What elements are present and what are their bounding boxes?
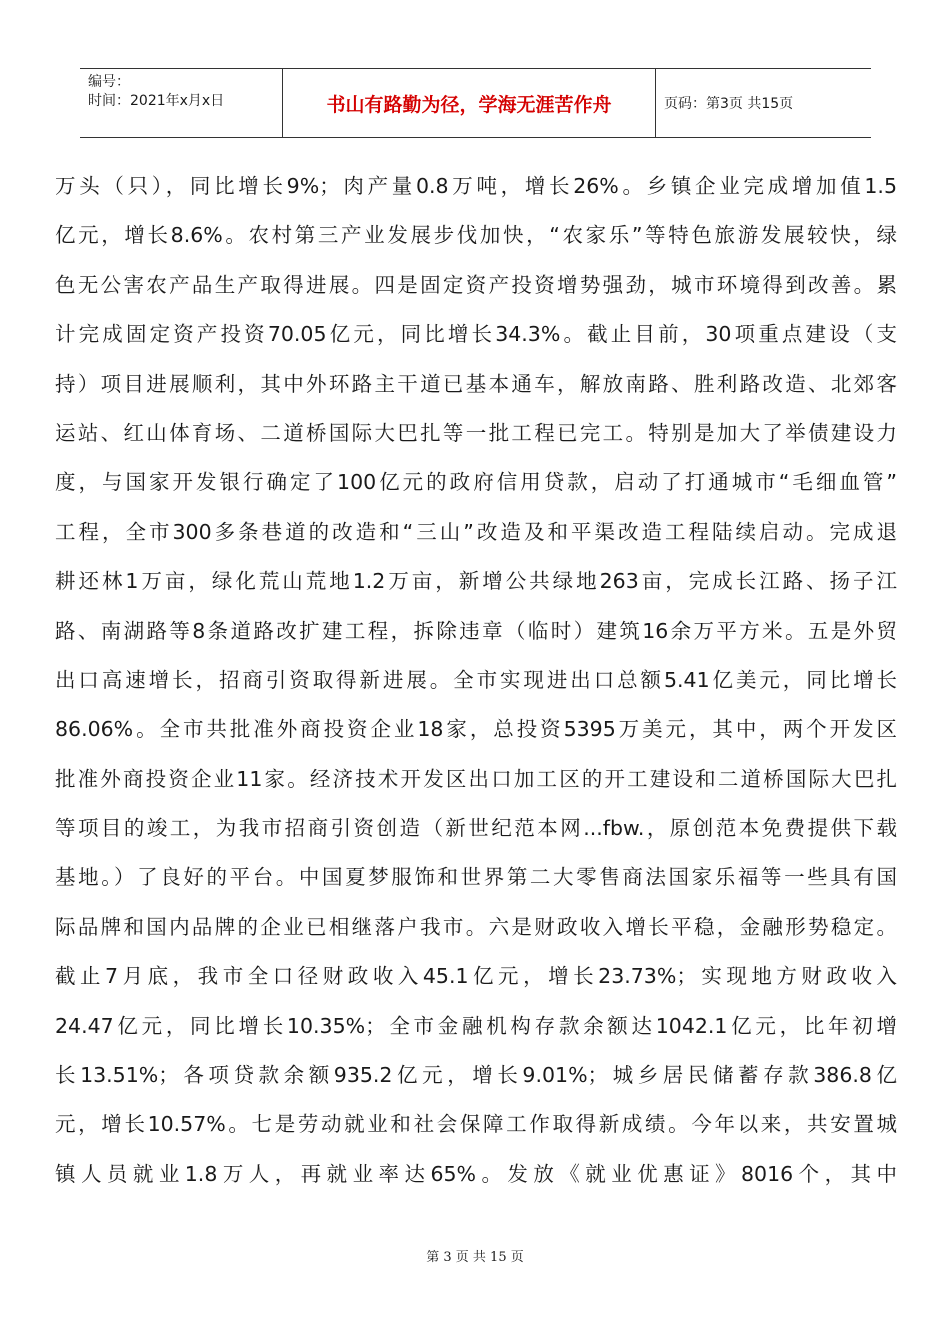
document-number-label: 编号： [88,74,130,90]
header-motto: 书山有路勤为径，学海无涯苦作舟 [282,69,656,137]
body-line: 工程，全市300多条巷道的改造和“三山”改造及和平渠改造工程陆续启动。完成退 [55,519,897,544]
header-meta [80,69,282,137]
body-line: 24.47亿元，同比增长10.35%；全市金融机构存款余额达1042.1亿元，比年初增 [55,1013,897,1038]
body-line: 元，增长10.57%。七是劳动就业和社会保障工作取得新成绩。今年以来，共安置城 [55,1112,897,1137]
body-line: 亿元，增长8.6%。农村第三产业发展步伐加快，“农家乐”等特色旅游发展较快，绿 [55,223,897,248]
body-line: 度，与国家开发银行确定了100亿元的政府信用贷款，启动了打通城市“毛细血管” [55,470,897,495]
body-line: 运站、红山体育场、二道桥国际大巴扎等一批工程已完工。特别是加大了举债建设力 [55,420,897,445]
body-line: 万头（只），同比增长9%；肉产量0.8万吨，增长26%。乡镇企业完成增加值1.5 [55,174,897,198]
body-line: 截止7月底，我市全口径财政收入45.1亿元，增长23.73%；实现地方财政收入 [55,964,897,989]
body-line: 批准外商投资企业11家。经济技术开发区出口加工区的开工建设和二道桥国际大巴扎 [55,766,897,791]
body-line: 86.06%。全市共批准外商投资企业18家，总投资5395万美元，其中，两个开发区 [55,717,897,742]
body-line: 路、南湖路等8条道路改扩建工程，拆除违章（临时）建筑16余万平方米。五是外贸 [55,618,897,643]
body-line: 等项目的竣工，为我市招商引资创造（新世纪范本网...fbw.，原创范本免费提供下载 [55,816,897,841]
page-footer: 第 3 页 共 15 页 [426,1250,524,1265]
body-line: 出口高速增长，招商引资取得新进展。全市实现进出口总额5.41亿美元，同比增长 [55,667,897,692]
body-line: 持）项目进展顺利，其中外环路主干道已基本通车，解放南路、胜利路改造、北郊客 [55,371,897,396]
body-line: 耕还林1万亩，绿化荒山荒地1.2万亩，新增公共绿地263亩，完成长江路、扬子江 [55,569,897,594]
page-header [80,68,871,138]
document-time-label: 时间：2021年x月x日 [88,93,225,109]
body-line: 色无公害农产品生产取得进展。四是固定资产投资增势强劲，城市环境得到改善。累 [55,272,897,297]
body-line: 镇人员就业1.8万人，再就业率达65%。发放《就业优惠证》8016个，其中 [55,1161,897,1186]
body-line: 际品牌和国内品牌的企业已相继落户我市。六是财政收入增长平稳，金融形势稳定。 [55,914,897,939]
body-line: 基地。）了良好的平台。中国夏梦服饰和世界第二大零售商法国家乐福等一些具有国 [55,865,897,890]
body-line: 计完成固定资产投资70.05亿元，同比增长34.3%。截止目前，30项重点建设（支 [55,322,897,347]
body-line: 长13.51%；各项贷款余额935.2亿元，增长9.01%；城乡居民储蓄存款386.8亿 [55,1063,897,1088]
header-page-info: 页码：第3页 共15页 [664,96,794,112]
document-body [55,162,897,1199]
